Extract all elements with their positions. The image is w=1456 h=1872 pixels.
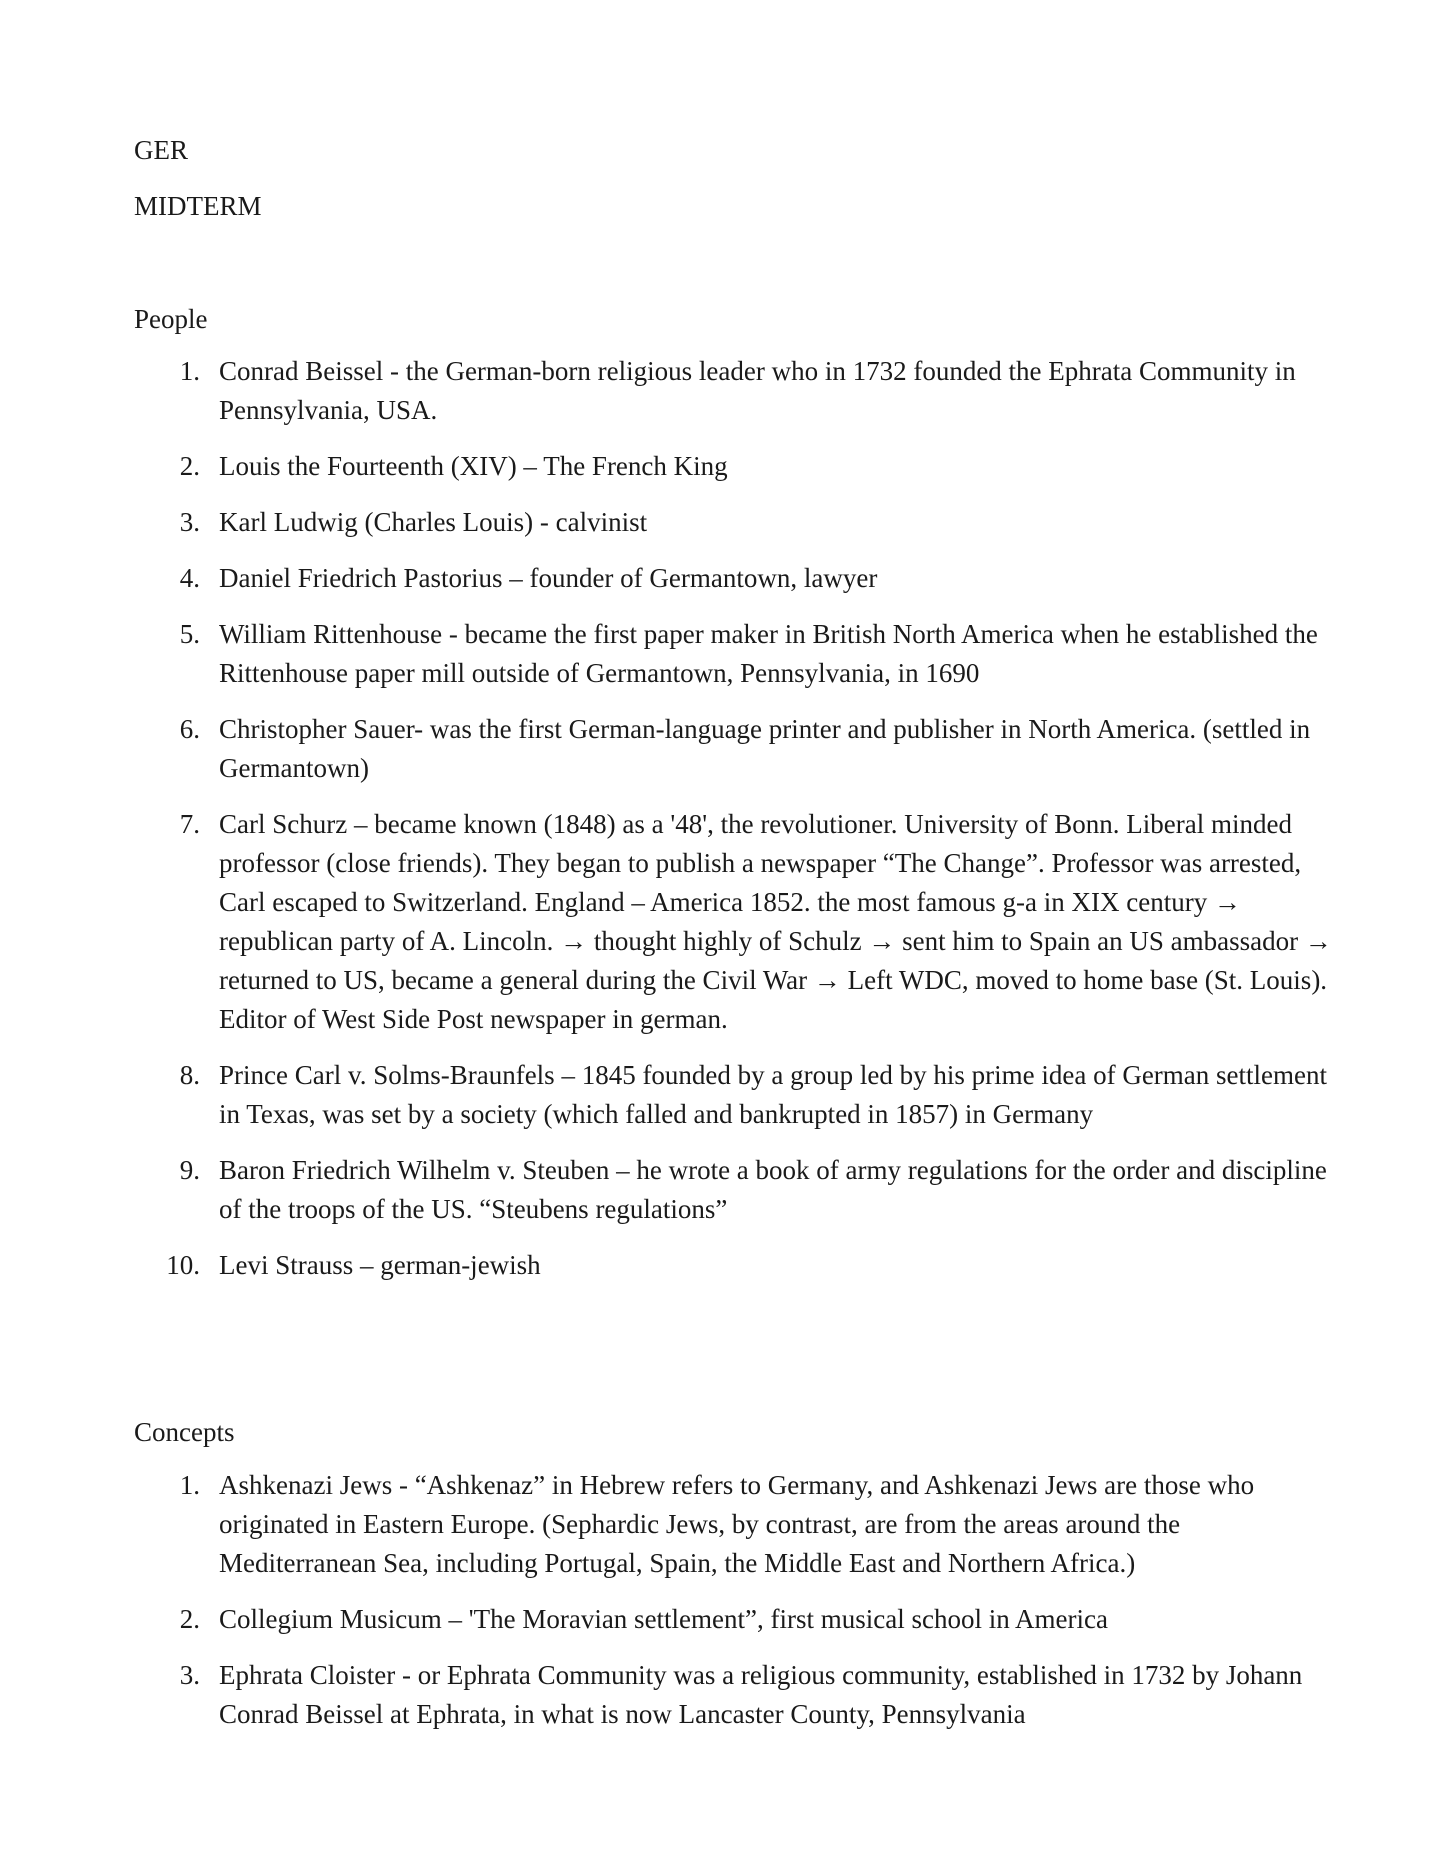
list-item-text: Levi Strauss – german-jewish <box>219 1250 541 1280</box>
list-number: 6. <box>179 714 200 744</box>
people-heading: People <box>134 304 208 334</box>
list-item-text: Ephrata Cloister - or Ephrata Community was a religious community, established in 1732 by Johann Conrad Beissel at Ephrata, in what is now Lancaster County, Pennsylvania <box>219 1660 1303 1729</box>
list-number: 2. <box>179 451 200 481</box>
list-item-text: William Rittenhouse - became the first paper maker in British North America when he established the Rittenhouse paper mill outside of Germantown, Pennsylvania, in 1690 <box>219 619 1318 688</box>
list-number: 3. <box>179 507 200 537</box>
list-item-text: Collegium Musicum – 'The Moravian settlement”, first musical school in America <box>219 1604 1108 1634</box>
list-number: 4. <box>179 563 200 593</box>
people-list <box>134 352 1334 1302</box>
list-item <box>134 503 1334 542</box>
list-item-text: Karl Ludwig (Charles Louis) - calvinist <box>219 507 648 537</box>
list-number: 9. <box>179 1155 200 1185</box>
list-number: 5. <box>179 619 200 649</box>
list-item-text: Louis the Fourteenth (XIV) – The French King <box>219 451 728 481</box>
list-item <box>134 447 1334 486</box>
list-number: 8. <box>179 1060 200 1090</box>
list-number: 7. <box>179 809 200 839</box>
list-item-text: Ashkenazi Jews - “Ashkenaz” in Hebrew refers to Germany, and Ashkenazi Jews are those who originated in Eastern Europe. (Sephardic Jews, by contrast, are from the areas around the Mediterranean Sea, including Portugal, Spain, the Middle East and Northern Africa.) <box>219 1470 1255 1578</box>
list-item <box>134 1056 1334 1134</box>
list-item <box>134 559 1334 598</box>
list-number: 2. <box>179 1604 200 1634</box>
concepts-heading: Concepts <box>134 1417 235 1447</box>
doc-title-line-1: GER <box>134 135 188 165</box>
list-item-text: Daniel Friedrich Pastorius – founder of Germantown, lawyer <box>219 563 878 593</box>
list-item-text: Carl Schurz – became known (1848) as a '48', the revolutioner. University of Bonn. Liberal minded professor (close friends). They began to publish a newspaper “The Change”. Professor was arrested, Carl escaped to Switzerland. England – America 1852. the most famous g-a in XIX century → republican party of A. Lincoln. → thought highly of Schulz → sent him to Spain an US ambassador → returned to US, became a general during the Civil War → Left WDC, moved to home base (St. Louis). Editor of West Side Post newspaper in german. <box>219 809 1332 1034</box>
list-item <box>134 1151 1334 1229</box>
list-number: 10. <box>166 1250 200 1280</box>
doc-title-line-2: MIDTERM <box>134 191 262 221</box>
concepts-list <box>134 1466 1334 1751</box>
list-item-text: Baron Friedrich Wilhelm v. Steuben – he wrote a book of army regulations for the order and discipline of the troops of the US. “Steubens regulations” <box>219 1155 1327 1224</box>
list-number: 1. <box>179 1470 200 1500</box>
list-item-text: Conrad Beissel - the German-born religious leader who in 1732 founded the Ephrata Community in Pennsylvania, USA. <box>219 356 1296 425</box>
list-item <box>134 1466 1334 1583</box>
list-item <box>134 710 1334 788</box>
list-item <box>134 1656 1334 1734</box>
list-number: 3. <box>179 1660 200 1690</box>
list-item <box>134 1246 1334 1285</box>
list-item-text: Prince Carl v. Solms-Braunfels – 1845 founded by a group led by his prime idea of German settlement in Texas, was set by a society (which falled and bankrupted in 1857) in Germany <box>219 1060 1328 1129</box>
list-item <box>134 805 1334 1039</box>
list-item <box>134 1600 1334 1639</box>
list-number: 1. <box>179 356 200 386</box>
list-item <box>134 352 1334 430</box>
list-item-text: Christopher Sauer- was the first German-language printer and publisher in North America. (settled in Germantown) <box>219 714 1311 783</box>
list-item <box>134 615 1334 693</box>
